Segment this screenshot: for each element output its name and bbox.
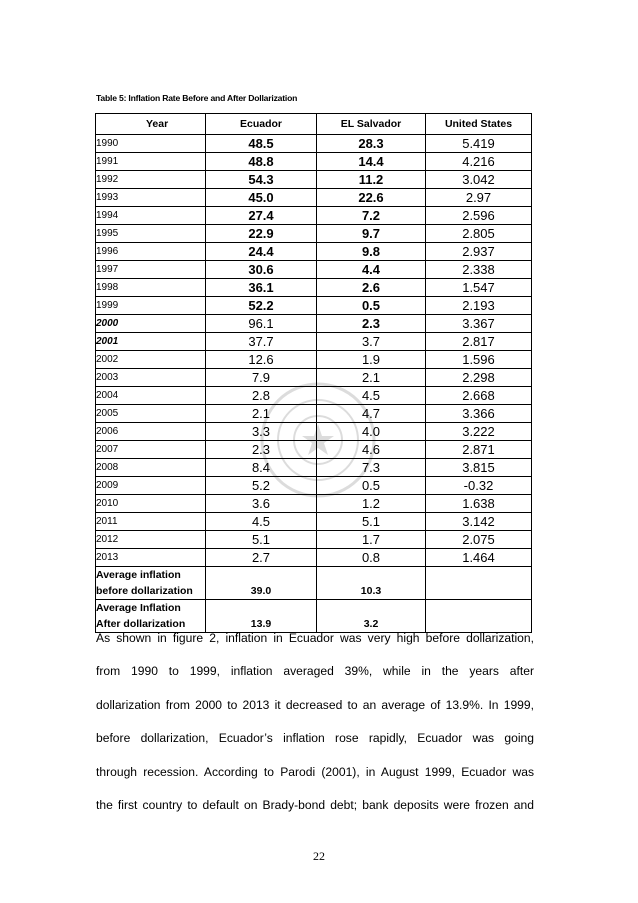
year-cell: 2007	[96, 441, 206, 459]
paragraph-line: from 1990 to 1999, inflation averaged 39%, while in the years after	[96, 664, 534, 678]
year-cell: 1993	[96, 189, 206, 207]
header-ecuador: Ecuador	[206, 114, 317, 135]
table-row	[96, 261, 532, 279]
table-row	[96, 225, 532, 243]
avg-after-row	[96, 600, 532, 633]
el-salvador-cell: 4.5	[317, 387, 426, 405]
avg-before-label-line1: Average inflation	[96, 569, 181, 581]
avg-after-label-line2: After dollarization	[96, 618, 186, 630]
table-row	[96, 441, 532, 459]
us-cell: 1.464	[426, 549, 532, 567]
avg-after-ecuador: 13.9	[206, 600, 317, 633]
table-header-row	[96, 114, 532, 135]
table-row	[96, 351, 532, 369]
avg-after-el-salvador: 3.2	[317, 600, 426, 633]
page-number: 22	[313, 849, 325, 863]
ecuador-cell: 48.5	[206, 135, 317, 153]
ecuador-cell: 3.3	[206, 423, 317, 441]
el-salvador-cell: 5.1	[317, 513, 426, 531]
table-row	[96, 549, 532, 567]
year-cell: 2009	[96, 477, 206, 495]
us-cell: 3.042	[426, 171, 532, 189]
ecuador-cell: 7.9	[206, 369, 317, 387]
el-salvador-cell: 9.8	[317, 243, 426, 261]
el-salvador-cell: 2.1	[317, 369, 426, 387]
table-row	[96, 243, 532, 261]
us-cell: 2.817	[426, 333, 532, 351]
us-cell: 2.97	[426, 189, 532, 207]
paragraph-line: As shown in figure 2, inflation in Ecuador was very high before dollarization,	[96, 631, 534, 645]
us-cell: 2.075	[426, 531, 532, 549]
el-salvador-cell: 1.9	[317, 351, 426, 369]
us-cell: 1.596	[426, 351, 532, 369]
ecuador-cell: 5.2	[206, 477, 317, 495]
table-row	[96, 513, 532, 531]
ecuador-cell: 27.4	[206, 207, 317, 225]
table-row	[96, 189, 532, 207]
year-cell: 2012	[96, 531, 206, 549]
avg-after-label	[96, 600, 206, 633]
year-cell: 2002	[96, 351, 206, 369]
avg-before-row	[96, 567, 532, 600]
ecuador-cell: 3.6	[206, 495, 317, 513]
table-row	[96, 369, 532, 387]
year-cell: 1999	[96, 297, 206, 315]
paragraph-line: the first country to default on Brady-bond debt; bank deposits were frozen and	[96, 798, 534, 812]
el-salvador-cell: 4.7	[317, 405, 426, 423]
paragraph-line: through recession. According to Parodi (2001), in August 1999, Ecuador was	[96, 765, 534, 779]
year-cell: 2000	[96, 315, 206, 333]
year-cell: 1991	[96, 153, 206, 171]
ecuador-cell: 2.3	[206, 441, 317, 459]
table-row	[96, 405, 532, 423]
year-cell: 1997	[96, 261, 206, 279]
us-cell: -0.32	[426, 477, 532, 495]
ecuador-cell: 2.8	[206, 387, 317, 405]
ecuador-cell: 36.1	[206, 279, 317, 297]
ecuador-cell: 5.1	[206, 531, 317, 549]
ecuador-cell: 12.6	[206, 351, 317, 369]
year-cell: 2006	[96, 423, 206, 441]
el-salvador-cell: 2.3	[317, 315, 426, 333]
year-cell: 1996	[96, 243, 206, 261]
el-salvador-cell: 7.3	[317, 459, 426, 477]
paragraph-line: before dollarization, Ecuador’s inflation rose rapidly, Ecuador was going	[96, 731, 534, 745]
us-cell: 3.222	[426, 423, 532, 441]
ecuador-cell: 37.7	[206, 333, 317, 351]
us-cell: 2.338	[426, 261, 532, 279]
el-salvador-cell: 4.0	[317, 423, 426, 441]
paragraph-line: dollarization from 2000 to 2013 it decreased to an average of 13.9%. In 1999,	[96, 698, 534, 712]
us-cell: 2.668	[426, 387, 532, 405]
ecuador-cell: 48.8	[206, 153, 317, 171]
avg-after-us	[426, 600, 532, 633]
us-cell: 2.805	[426, 225, 532, 243]
ecuador-cell: 54.3	[206, 171, 317, 189]
el-salvador-cell: 2.6	[317, 279, 426, 297]
table-row	[96, 315, 532, 333]
el-salvador-cell: 4.6	[317, 441, 426, 459]
ecuador-cell: 2.7	[206, 549, 317, 567]
year-cell: 2013	[96, 549, 206, 567]
avg-before-label	[96, 567, 206, 600]
ecuador-cell: 52.2	[206, 297, 317, 315]
table-row	[96, 207, 532, 225]
year-cell: 1995	[96, 225, 206, 243]
avg-after-label-line1: Average Inflation	[96, 602, 181, 614]
us-cell: 3.815	[426, 459, 532, 477]
el-salvador-cell: 0.8	[317, 549, 426, 567]
header-united-states: United States	[426, 114, 532, 135]
table-row	[96, 153, 532, 171]
year-cell: 1994	[96, 207, 206, 225]
table-row	[96, 459, 532, 477]
us-cell: 3.142	[426, 513, 532, 531]
year-cell: 1992	[96, 171, 206, 189]
el-salvador-cell: 0.5	[317, 477, 426, 495]
table-row	[96, 279, 532, 297]
table-row	[96, 495, 532, 513]
table-row	[96, 297, 532, 315]
avg-before-us	[426, 567, 532, 600]
avg-before-label-line2: before dollarization	[96, 585, 193, 597]
table-row	[96, 531, 532, 549]
table-row	[96, 171, 532, 189]
us-cell: 2.596	[426, 207, 532, 225]
el-salvador-cell: 28.3	[317, 135, 426, 153]
ecuador-cell: 2.1	[206, 405, 317, 423]
table-row	[96, 477, 532, 495]
table-row	[96, 135, 532, 153]
avg-before-ecuador: 39.0	[206, 567, 317, 600]
us-cell: 4.216	[426, 153, 532, 171]
el-salvador-cell: 7.2	[317, 207, 426, 225]
us-cell: 1.638	[426, 495, 532, 513]
us-cell: 3.367	[426, 315, 532, 333]
el-salvador-cell: 9.7	[317, 225, 426, 243]
inflation-table	[95, 113, 532, 633]
header-year: Year	[96, 114, 206, 135]
us-cell: 1.547	[426, 279, 532, 297]
year-cell: 1990	[96, 135, 206, 153]
el-salvador-cell: 0.5	[317, 297, 426, 315]
us-cell: 5.419	[426, 135, 532, 153]
el-salvador-cell: 14.4	[317, 153, 426, 171]
year-cell: 2011	[96, 513, 206, 531]
us-cell: 3.366	[426, 405, 532, 423]
year-cell: 1998	[96, 279, 206, 297]
el-salvador-cell: 22.6	[317, 189, 426, 207]
el-salvador-cell: 11.2	[317, 171, 426, 189]
us-cell: 2.298	[426, 369, 532, 387]
table-row	[96, 333, 532, 351]
year-cell: 2008	[96, 459, 206, 477]
el-salvador-cell: 3.7	[317, 333, 426, 351]
ecuador-cell: 4.5	[206, 513, 317, 531]
year-cell: 2005	[96, 405, 206, 423]
el-salvador-cell: 4.4	[317, 261, 426, 279]
ecuador-cell: 30.6	[206, 261, 317, 279]
table-row	[96, 423, 532, 441]
us-cell: 2.937	[426, 243, 532, 261]
table-row	[96, 387, 532, 405]
avg-before-el-salvador: 10.3	[317, 567, 426, 600]
header-el-salvador: EL Salvador	[317, 114, 426, 135]
ecuador-cell: 22.9	[206, 225, 317, 243]
year-cell: 2010	[96, 495, 206, 513]
el-salvador-cell: 1.7	[317, 531, 426, 549]
ecuador-cell: 45.0	[206, 189, 317, 207]
year-cell: 2003	[96, 369, 206, 387]
year-cell: 2004	[96, 387, 206, 405]
table-caption: Table 5: Inflation Rate Before and After Dollarization	[96, 93, 298, 103]
ecuador-cell: 96.1	[206, 315, 317, 333]
year-cell: 2001	[96, 333, 206, 351]
us-cell: 2.193	[426, 297, 532, 315]
us-cell: 2.871	[426, 441, 532, 459]
el-salvador-cell: 1.2	[317, 495, 426, 513]
ecuador-cell: 24.4	[206, 243, 317, 261]
ecuador-cell: 8.4	[206, 459, 317, 477]
